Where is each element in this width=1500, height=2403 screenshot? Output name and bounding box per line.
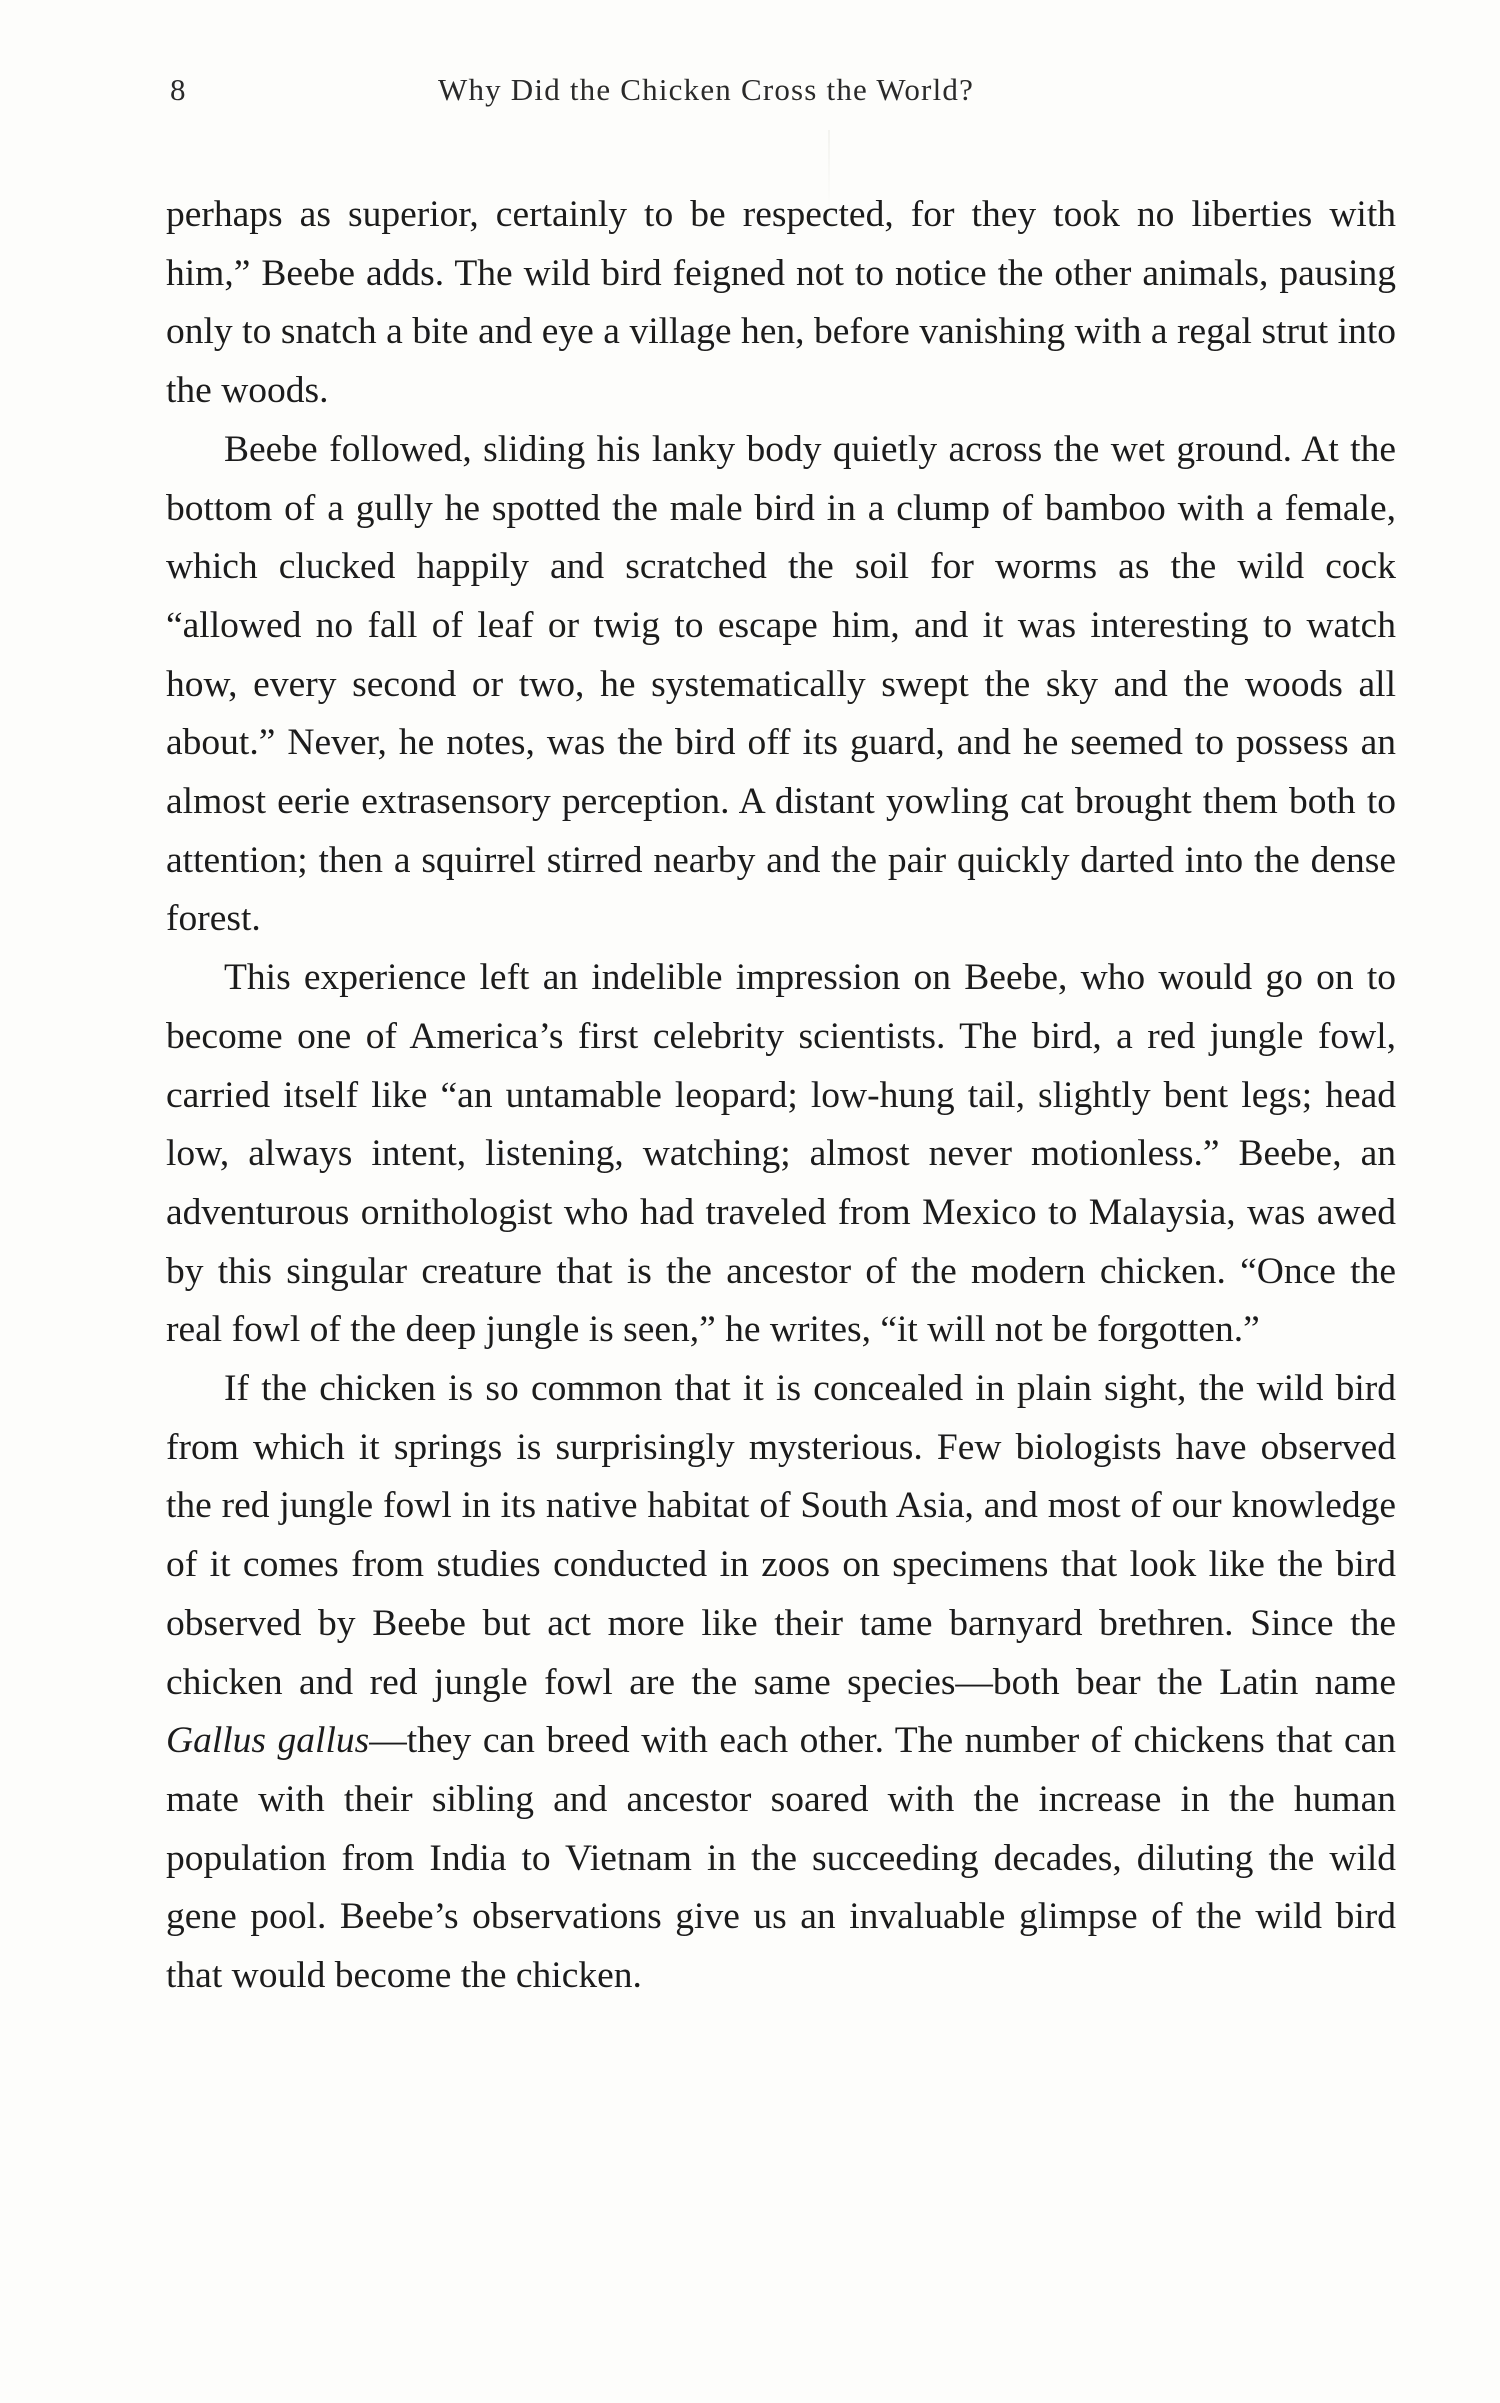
page-number: 8 — [170, 72, 187, 107]
running-title: Why Did the Chicken Cross the World? — [438, 72, 975, 107]
paragraph-4-text-end: —they can breed with each other. The number of chickens that can mate with their sibling and ancestor soared with the increase in the human population from India to Vietnam in the succeeding decades, diluting the wild gene pool. Beebe’s observations give us an invaluable glimpse of the wild bird that would become the chicken. — [166, 1720, 1396, 1997]
body-text — [166, 186, 1396, 2006]
paragraph-1: perhaps as superior, certainly to be respected, for they took no liberties with him,” Beebe adds. The wild bird feigned not to notice the other animals, pausing only to snatch a bite and eye a village hen, before vanishing with a regal strut into the woods. — [166, 194, 1396, 412]
paragraph-3: This experience left an indelible impression on Beebe, who would go on to become one of America’s first celebrity scientists. The bird, a red jungle fowl, carried itself like “an untamable leopard; low-hung tail, slightly bent legs; head low, always intent, listening, watching; almost never motionless.” Beebe, an adventurous ornithologist who had traveled from Mexico to Malaysia, was awed by this singular creature that is the ancestor of the modern chicken. “Once the real fowl of the deep jungle is seen,” he writes, “it will not be forgotten.” — [166, 957, 1396, 1351]
paragraph-4 — [166, 1360, 1396, 2006]
paragraph-4-text-start: If the chicken is so common that it is concealed in plain sight, the wild bird from which it springs is surprisingly mysterious. Few biologists have observed the red jungle fowl in its native habitat of South Asia, and most of our knowledge of it comes from studies conducted in zoos on specimens that look like the bird observed by Beebe but act more like their tame barnyard brethren. Since the chicken and red jungle fowl are the same species—both bear the Latin name — [166, 1368, 1396, 1703]
running-head — [170, 72, 1395, 122]
latin-name: Gallus gallus — [166, 1720, 370, 1762]
paragraph-2: Beebe followed, sliding his lanky body quietly across the wet ground. At the bottom of a gully he spotted the male bird in a clump of bamboo with a female, which clucked happily and scratched the soil for worms as the wild cock “allowed no fall of leaf or twig to escape him, and it was interesting to watch how, every second or two, he systematically swept the sky and the woods all about.” Never, he notes, was the bird off its guard, and he seemed to possess an almost eerie extrasensory perception. A distant yowling cat brought them both to attention; then a squirrel stirred nearby and the pair quickly darted into the dense forest. — [166, 428, 1396, 940]
